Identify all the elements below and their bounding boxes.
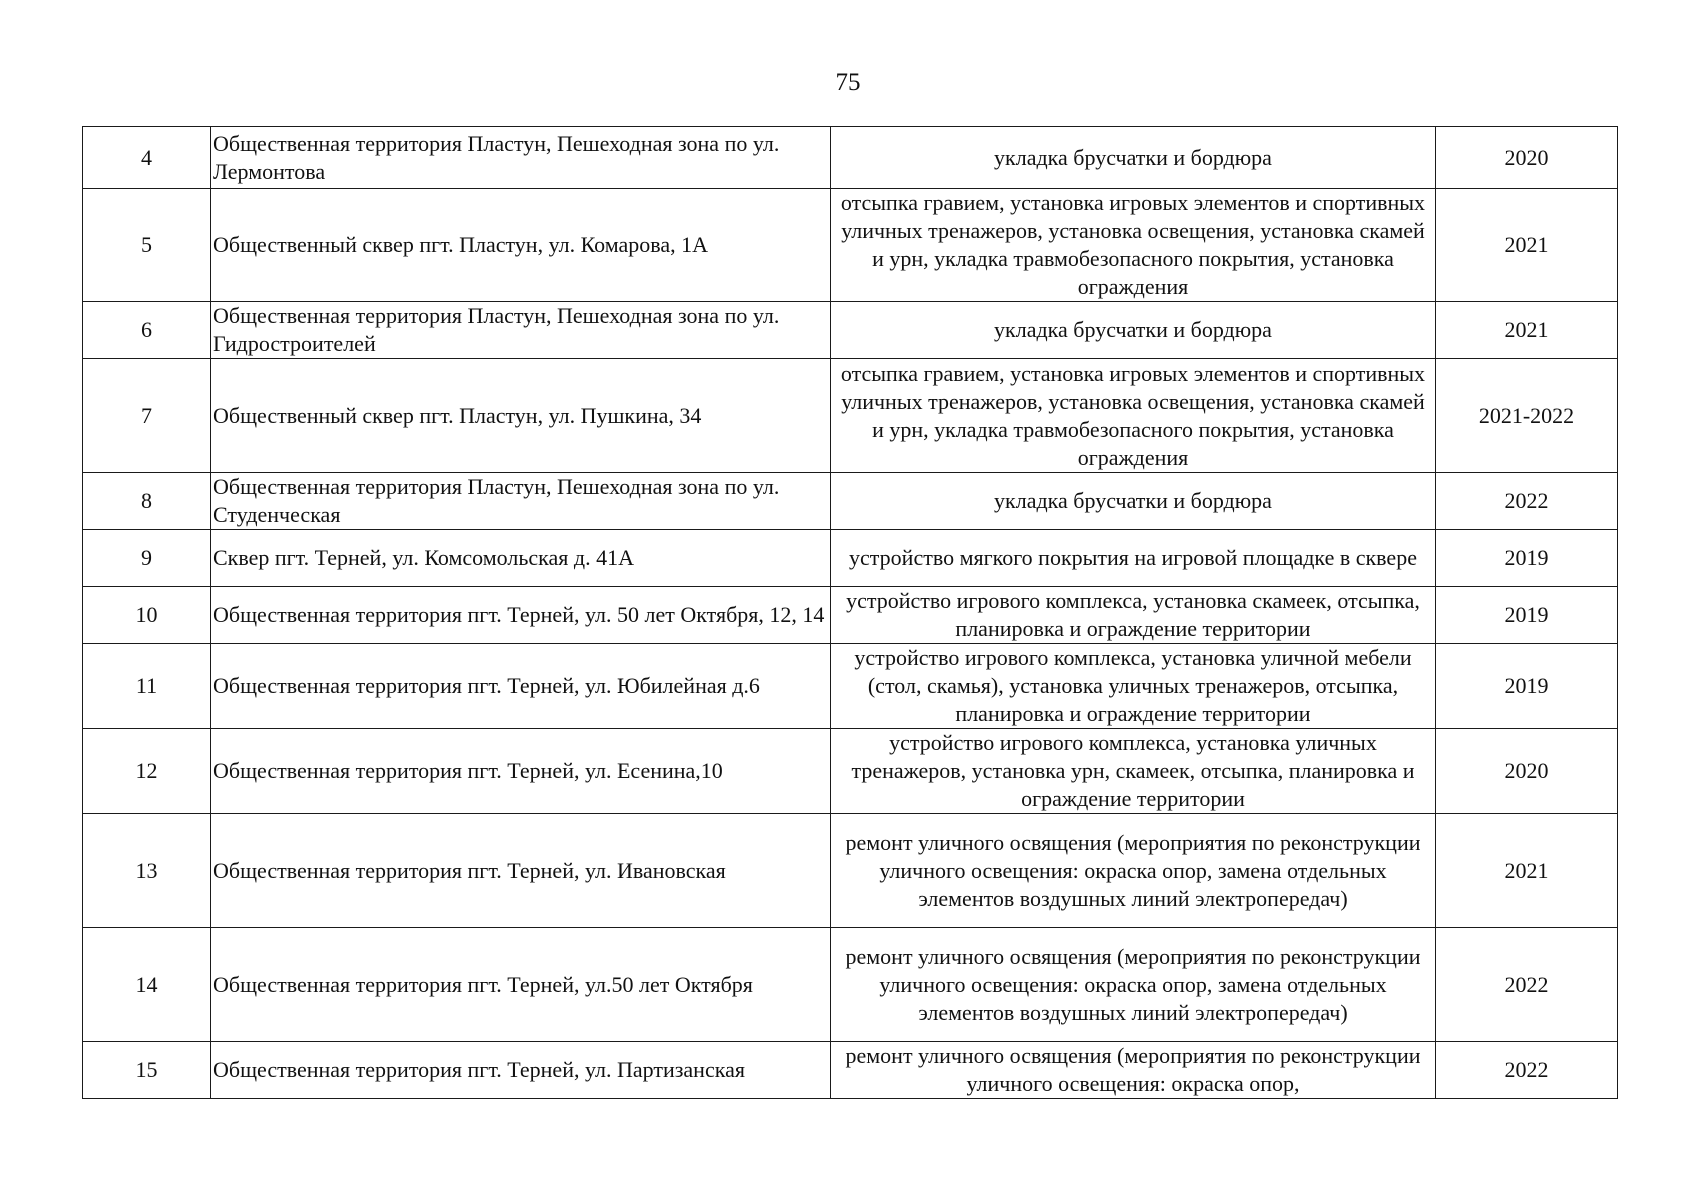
territory-name: Общественная территория Пластун, Пешеходная зона по ул. Студенческая xyxy=(211,473,831,530)
table-row xyxy=(83,359,1618,473)
row-number: 12 xyxy=(83,729,211,814)
year: 2020 xyxy=(1436,127,1618,189)
page-number: 75 xyxy=(835,69,861,96)
table-row xyxy=(83,644,1618,729)
row-number: 10 xyxy=(83,587,211,644)
year: 2020 xyxy=(1436,729,1618,814)
work-description: устройство игрового комплекса, установка уличных тренажеров, установка урн, скамеек, отсыпка, планировка и ограждение территории xyxy=(831,729,1436,814)
row-number: 5 xyxy=(83,189,211,302)
work-description: устройство игрового комплекса, установка скамеек, отсыпка, планировка и ограждение территории xyxy=(831,587,1436,644)
table-row xyxy=(83,127,1618,189)
territory-name: Общественная территория пгт. Терней, ул. Партизанская xyxy=(211,1042,831,1099)
year: 2019 xyxy=(1436,587,1618,644)
year: 2022 xyxy=(1436,1042,1618,1099)
work-description: отсыпка гравием, установка игровых элементов и спортивных уличных тренажеров, установка освещения, установка скамей и урн, укладка травмобезопасного покрытия, установка ограждения xyxy=(831,189,1436,302)
territory-name: Общественная территория Пластун, Пешеходная зона по ул. Лермонтова xyxy=(211,127,831,189)
year: 2022 xyxy=(1436,928,1618,1042)
work-description: устройство мягкого покрытия на игровой площадке в сквере xyxy=(831,530,1436,587)
row-number: 6 xyxy=(83,302,211,359)
table-row xyxy=(83,928,1618,1042)
work-description: устройство игрового комплекса, установка уличной мебели (стол, скамья), установка уличных тренажеров, отсыпка, планировка и ограждение территории xyxy=(831,644,1436,729)
year: 2021 xyxy=(1436,814,1618,928)
table-row xyxy=(83,1042,1618,1099)
work-description: укладка брусчатки и бордюра xyxy=(831,473,1436,530)
year: 2019 xyxy=(1436,530,1618,587)
row-number: 11 xyxy=(83,644,211,729)
row-number: 7 xyxy=(83,359,211,473)
row-number: 14 xyxy=(83,928,211,1042)
year: 2021 xyxy=(1436,302,1618,359)
territory-name: Общественная территория пгт. Терней, ул. 50 лет Октября, 12, 14 xyxy=(211,587,831,644)
row-number: 4 xyxy=(83,127,211,189)
row-number: 15 xyxy=(83,1042,211,1099)
work-description: укладка брусчатки и бордюра xyxy=(831,127,1436,189)
year: 2019 xyxy=(1436,644,1618,729)
table-row xyxy=(83,473,1618,530)
work-description: ремонт уличного освящения (мероприятия по реконструкции уличного освещения: окраска опор, замена отдельных элементов воздушных линий электропередач) xyxy=(831,814,1436,928)
territory-name: Общественная территория Пластун, Пешеходная зона по ул. Гидростроителей xyxy=(211,302,831,359)
year: 2021-2022 xyxy=(1436,359,1618,473)
improvement-table xyxy=(82,126,1618,1099)
work-description: ремонт уличного освящения (мероприятия по реконструкции уличного освещения: окраска опор, замена отдельных элементов воздушных линий электропередач) xyxy=(831,928,1436,1042)
territory-name: Общественная территория пгт. Терней, ул. Есенина,10 xyxy=(211,729,831,814)
territory-name: Общественная территория пгт. Терней, ул.50 лет Октября xyxy=(211,928,831,1042)
table-row xyxy=(83,189,1618,302)
territory-name: Сквер пгт. Терней, ул. Комсомольская д. 41А xyxy=(211,530,831,587)
work-description: ремонт уличного освящения (мероприятия по реконструкции уличного освещения: окраска опор, xyxy=(831,1042,1436,1099)
row-number: 9 xyxy=(83,530,211,587)
row-number: 13 xyxy=(83,814,211,928)
territory-name: Общественный сквер пгт. Пластун, ул. Комарова, 1А xyxy=(211,189,831,302)
table-row xyxy=(83,814,1618,928)
row-number: 8 xyxy=(83,473,211,530)
territory-name: Общественная территория пгт. Терней, ул. Юбилейная д.6 xyxy=(211,644,831,729)
territory-name: Общественная территория пгт. Терней, ул. Ивановская xyxy=(211,814,831,928)
table-row xyxy=(83,302,1618,359)
table-row xyxy=(83,530,1618,587)
year: 2021 xyxy=(1436,189,1618,302)
table-row xyxy=(83,587,1618,644)
year: 2022 xyxy=(1436,473,1618,530)
work-description: отсыпка гравием, установка игровых элементов и спортивных уличных тренажеров, установка освещения, установка скамей и урн, укладка травмобезопасного покрытия, установка ограждения xyxy=(831,359,1436,473)
territory-name: Общественный сквер пгт. Пластун, ул. Пушкина, 34 xyxy=(211,359,831,473)
table-row xyxy=(83,729,1618,814)
work-description: укладка брусчатки и бордюра xyxy=(831,302,1436,359)
